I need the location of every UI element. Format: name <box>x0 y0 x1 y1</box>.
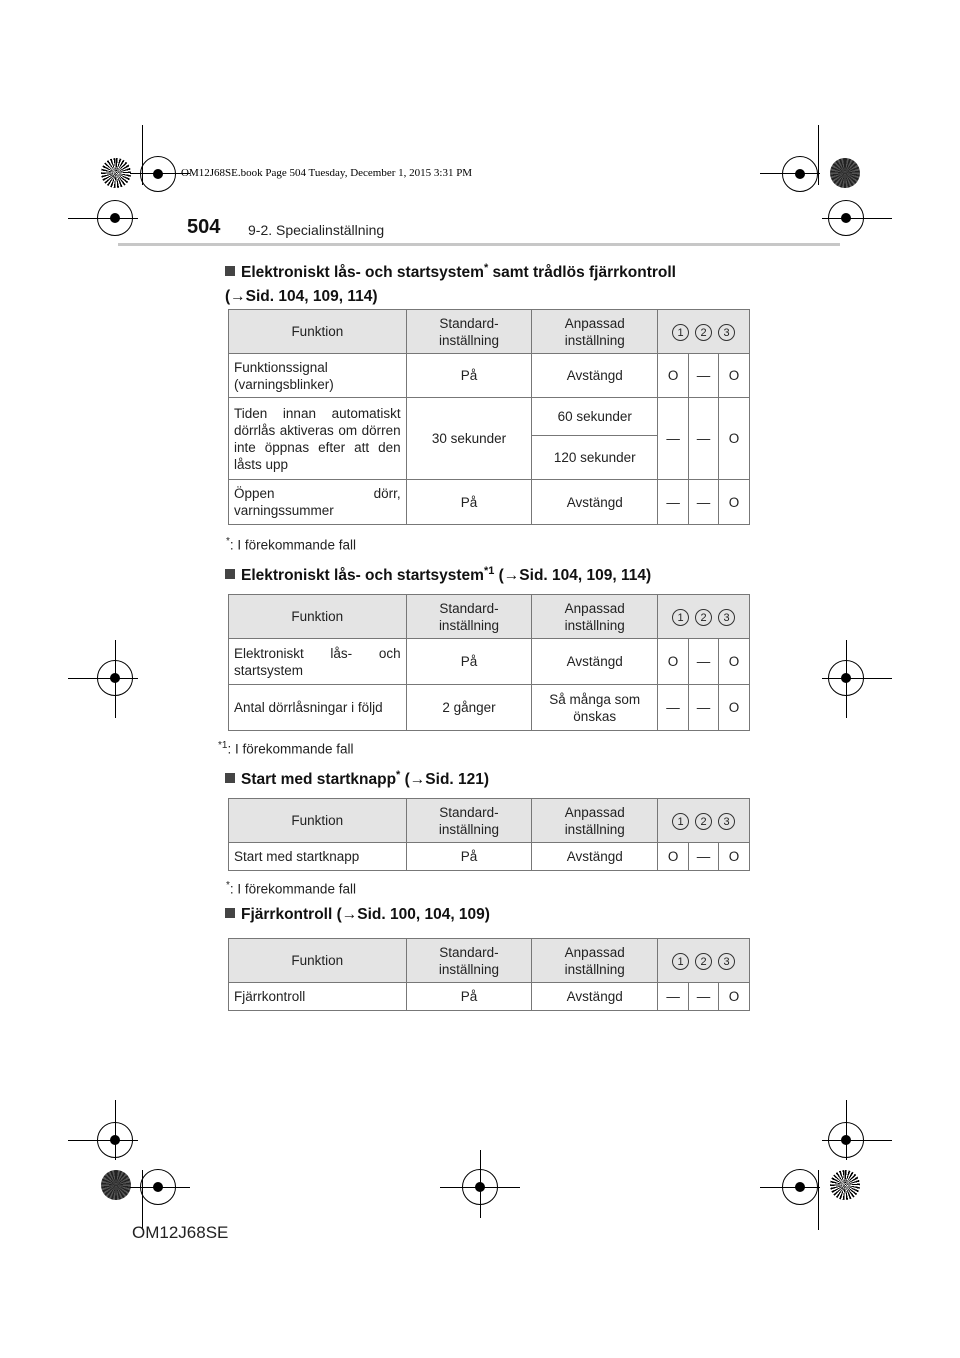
table-row: Funktionssignal (varningsblinker) På Avstängd O — O <box>229 354 750 398</box>
header-rule <box>118 243 840 246</box>
header-circled-numbers: 1 2 3 <box>658 799 750 843</box>
trim-line <box>822 1140 892 1141</box>
file-info: OM12J68SE.book Page 504 Tuesday, December 1, 2015 3:31 PM <box>181 167 473 179</box>
footnote: *: I förekommande fall <box>226 880 356 897</box>
table-row: Tiden innan automatiskt dörrlås aktiveras om dörren inte öppnas efter att den låsts upp 30 sekunder 60 sekunder — — O <box>229 398 750 436</box>
section-heading: Start med startknapp* (→Sid. 121) <box>225 763 489 792</box>
square-bullet-icon <box>225 773 235 783</box>
table-header-row <box>229 799 750 843</box>
header-function: Funktion <box>229 595 407 639</box>
settings-table <box>228 594 750 731</box>
trim-line <box>822 218 892 219</box>
square-bullet-icon <box>225 569 235 579</box>
table-row: Antal dörrlåsningar i följd 2 gånger Så många som önskas — — O <box>229 685 750 731</box>
header-default: Standard- inställning <box>406 310 532 354</box>
settings-table <box>228 938 750 1011</box>
header-default: Standard- inställning <box>406 939 532 983</box>
trim-line <box>818 1170 819 1230</box>
table-row: 120 sekunder <box>229 436 750 480</box>
trim-line <box>480 1150 481 1218</box>
registration-disc-top-left <box>101 158 131 188</box>
trim-line <box>68 218 138 219</box>
chapter-title: 9-2. Specialinställning <box>248 222 385 238</box>
table-row: Elektroniskt lås- och startsystem På Avstängd O — O <box>229 639 750 685</box>
header-custom: Anpassad inställning <box>532 939 658 983</box>
header-circled-numbers: 1 2 3 <box>658 310 750 354</box>
trim-line <box>846 1100 847 1160</box>
trim-line <box>760 173 820 174</box>
header-default: Standard- inställning <box>406 799 532 843</box>
table-row: Öppen dörr, varningssummer På Avstängd — — O <box>229 480 750 525</box>
registration-disc-bottom-right <box>830 1170 860 1200</box>
header-function: Funktion <box>229 799 407 843</box>
page-number: 504 <box>187 216 221 238</box>
trim-line <box>760 1187 820 1188</box>
trim-line <box>142 125 143 185</box>
trim-line <box>130 1187 190 1188</box>
header-circled-numbers: 1 2 3 <box>658 595 750 639</box>
trim-line <box>142 1170 143 1230</box>
trim-line <box>115 1100 116 1160</box>
footer-code: OM12J68SE <box>132 1223 229 1242</box>
footnote: *: I förekommande fall <box>226 536 356 553</box>
table-row: Fjärrkontroll På Avstängd — — O <box>229 983 750 1011</box>
trim-line <box>818 125 819 185</box>
table-row: Start med startknapp På Avstängd O — O <box>229 843 750 871</box>
section-heading: Elektroniskt lås- och startsystem* samt trådlös fjärrkontroll (→Sid. 104, 109, 114) <box>225 262 676 306</box>
header-function: Funktion <box>229 939 407 983</box>
settings-table <box>228 309 750 525</box>
table-header-row <box>229 939 750 983</box>
table-header-row <box>229 595 750 639</box>
registration-disc-top-right <box>830 158 860 188</box>
header-custom: Anpassad inställning <box>532 595 658 639</box>
header-custom: Anpassad inställning <box>532 799 658 843</box>
registration-disc-bottom-left <box>101 1170 131 1200</box>
square-bullet-icon <box>225 266 235 276</box>
trim-line <box>822 678 892 679</box>
section-heading: Fjärrkontroll (→Sid. 100, 104, 109) <box>225 903 490 927</box>
square-bullet-icon <box>225 908 235 918</box>
header-function: Funktion <box>229 310 407 354</box>
trim-line <box>68 678 138 679</box>
footnote: $^{*1}$: I förekommande fall <box>218 740 354 757</box>
table-header-row <box>229 310 750 354</box>
header-default: Standard- inställning <box>406 595 532 639</box>
header-circled-numbers: 1 2 3 <box>658 939 750 983</box>
section-heading: Elektroniskt lås- och startsystem$^{*1}$ (→Sid. 104, 109, 114) <box>225 559 651 588</box>
trim-line <box>68 1140 138 1141</box>
header-custom: Anpassad inställning <box>532 310 658 354</box>
settings-table <box>228 798 750 871</box>
